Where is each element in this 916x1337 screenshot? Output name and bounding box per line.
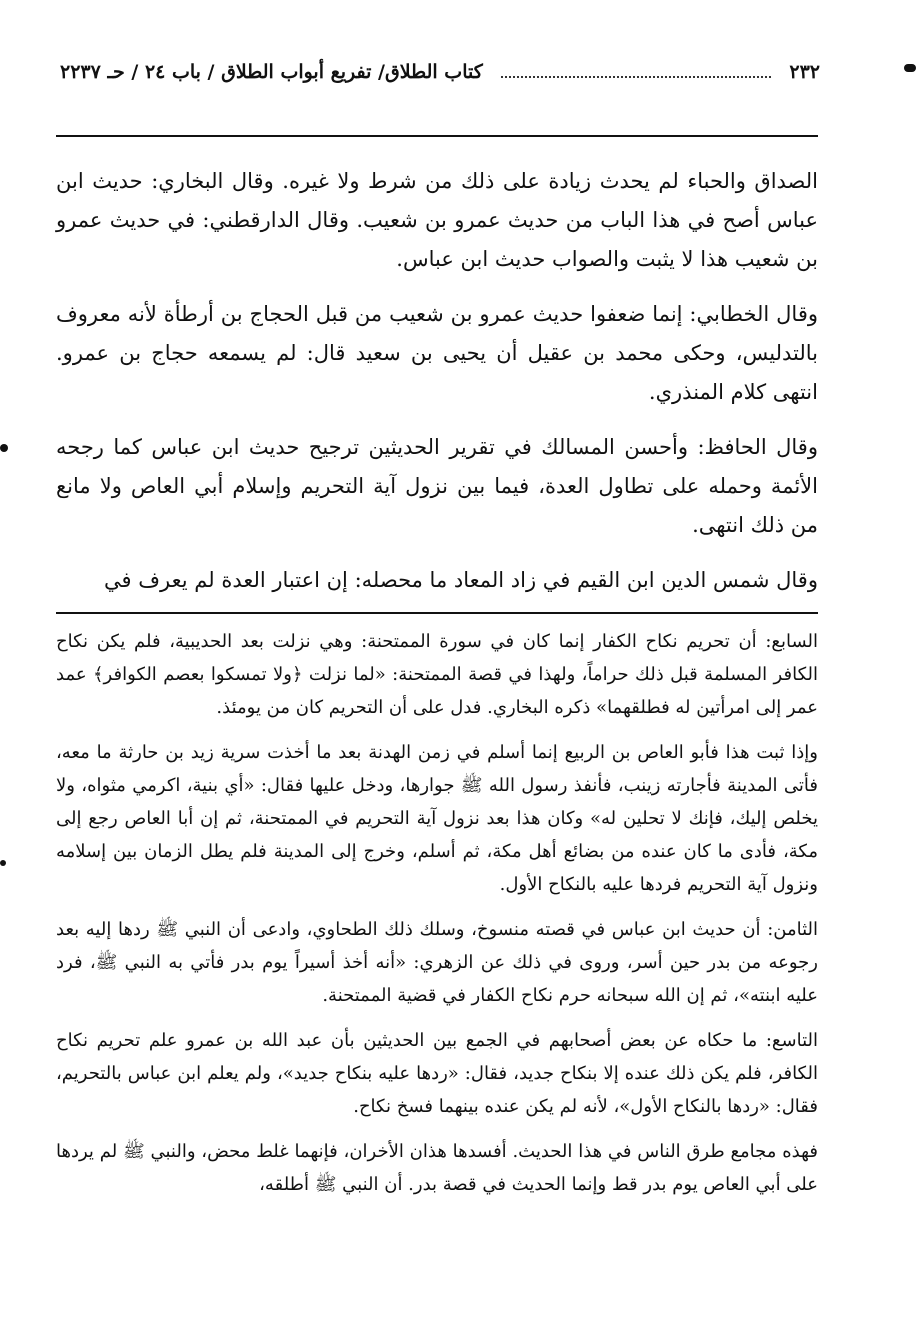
footnote-paragraph: وإذا ثبت هذا فأبو العاص بن الربيع إنما أسلم في زمن الهدنة بعد ما أخذت سرية زيد بن حارثة ما معه، فأتى المدينة فأجارته زينب، فأنفذ رسول الله ﷺ جوارها، ودخل عليها فقال: «أي بنية، اكرمي مثواه، ولا يخلص إليك، فإنك لا تحلين له» وكان هذا بعد نزول آية التحريم في الممتحنة، ثم إن أبا العاص رجع إلى مكة، فأدى ما كان عنده من بضائع أهل مكة، ثم أسلم، وخرج إلى المدينة فلم يطل الزمان بين إسلامه ونزول آية التحريم فردها عليه بالنكاح الأول.: [56, 742, 818, 895]
running-title: كتاب الطلاق/ تفريع أبواب الطلاق / باب ٢٤ / حـ ٢٢٣٧: [60, 61, 483, 83]
scan-edge-mark: [904, 64, 916, 72]
running-header: [60, 52, 820, 92]
page-number: ٢٣٢: [789, 61, 820, 83]
scan-edge-mark: [0, 444, 8, 452]
footnote-paragraph: السابع: أن تحريم نكاح الكفار إنما كان في سورة الممتحنة: وهي نزلت بعد الحديبية، فلم يكن نكاح الكافر المسلمة قبل ذلك حراماً، ولهذا في قصة الممتحنة: «لما نزلت ﴿ولا تمسكوا بعصم الكوافر﴾ عمد عمر إلى امرأتين له فطلقهما» ذكره البخاري. فدل على أن التحريم كان من يومئذ.: [56, 631, 818, 718]
footnote-paragraph: التاسع: ما حكاه عن بعض أصحابهم في الجمع بين الحديثين بأن عبد الله بن عمرو علم تحريم نكاح الكافر، فلم يكن ذلك عنده إلا بنكاح جديد، فقال: «ردها عليه بنكاح جديد»، ولم يعلم ابن عباس بالتحريم، فقال: «ردها بالنكاح الأول»، لأنه لم يكن عنده بينهما فسخ نكاح.: [56, 1030, 818, 1117]
footnote-paragraph: فهذه مجامع طرق الناس في هذا الحديث. أفسدها هذان الأخران، فإنهما غلط محض، والنبي ﷺ لم يردها على أبي العاص يوم بدر قط وإنما الحديث في قصة بدر. أن النبي ﷺ أطلقه،: [56, 1141, 818, 1195]
main-paragraph: الصداق والحباء لم يحدث زيادة على ذلك من شرط ولا غيره. وقال البخاري: حديث ابن عباس أصح في هذا الباب من حديث عمرو بن شعيب. وقال الدارقطني: في حديث عمرو بن شعيب هذا لا يثبت والصواب حديث ابن عباس.: [56, 169, 818, 271]
footnote-paragraph: الثامن: أن حديث ابن عباس في قصته منسوخ، وسلك ذلك الطحاوي، وادعى أن النبي ﷺ ردها إليه بعد رجوعه من بدر حين أسر، وروى في ذلك عن الزهري: «أنه أخذ أسيراً يوم بدر فأتي به النبي ﷺ، فرد عليه ابنته»، ثم إن الله سبحانه حرم نكاح الكفار في قضية الممتحنة.: [56, 919, 818, 1006]
main-text: [56, 162, 818, 616]
main-paragraph: وقال شمس الدين ابن القيم في زاد المعاد ما محصله: إن اعتبار العدة لم يعرف في: [104, 568, 818, 592]
header-dot-leader: [501, 66, 772, 78]
footnotes: [56, 625, 818, 1213]
scan-edge-mark: [0, 860, 6, 866]
footnote-separator: [56, 612, 818, 614]
main-paragraph: وقال الحافظ: وأحسن المسالك في تقرير الحديثين ترجيح حديث ابن عباس كما رجحه الأئمة وحمله على تطاول العدة، فيما بين نزول آية التحريم وإسلام أبي العاص ولا مانع من ذلك انتهى.: [56, 435, 818, 537]
header-rule: [56, 135, 818, 137]
main-paragraph: وقال الخطابي: إنما ضعفوا حديث عمرو بن شعيب من قبل الحجاج بن أرطأة لأنه معروف بالتدليس، وحكى محمد بن عقيل أن يحيى بن سعيد قال: لم يسمعه حجاج بن عمرو. انتهى كلام المنذري.: [56, 302, 818, 404]
